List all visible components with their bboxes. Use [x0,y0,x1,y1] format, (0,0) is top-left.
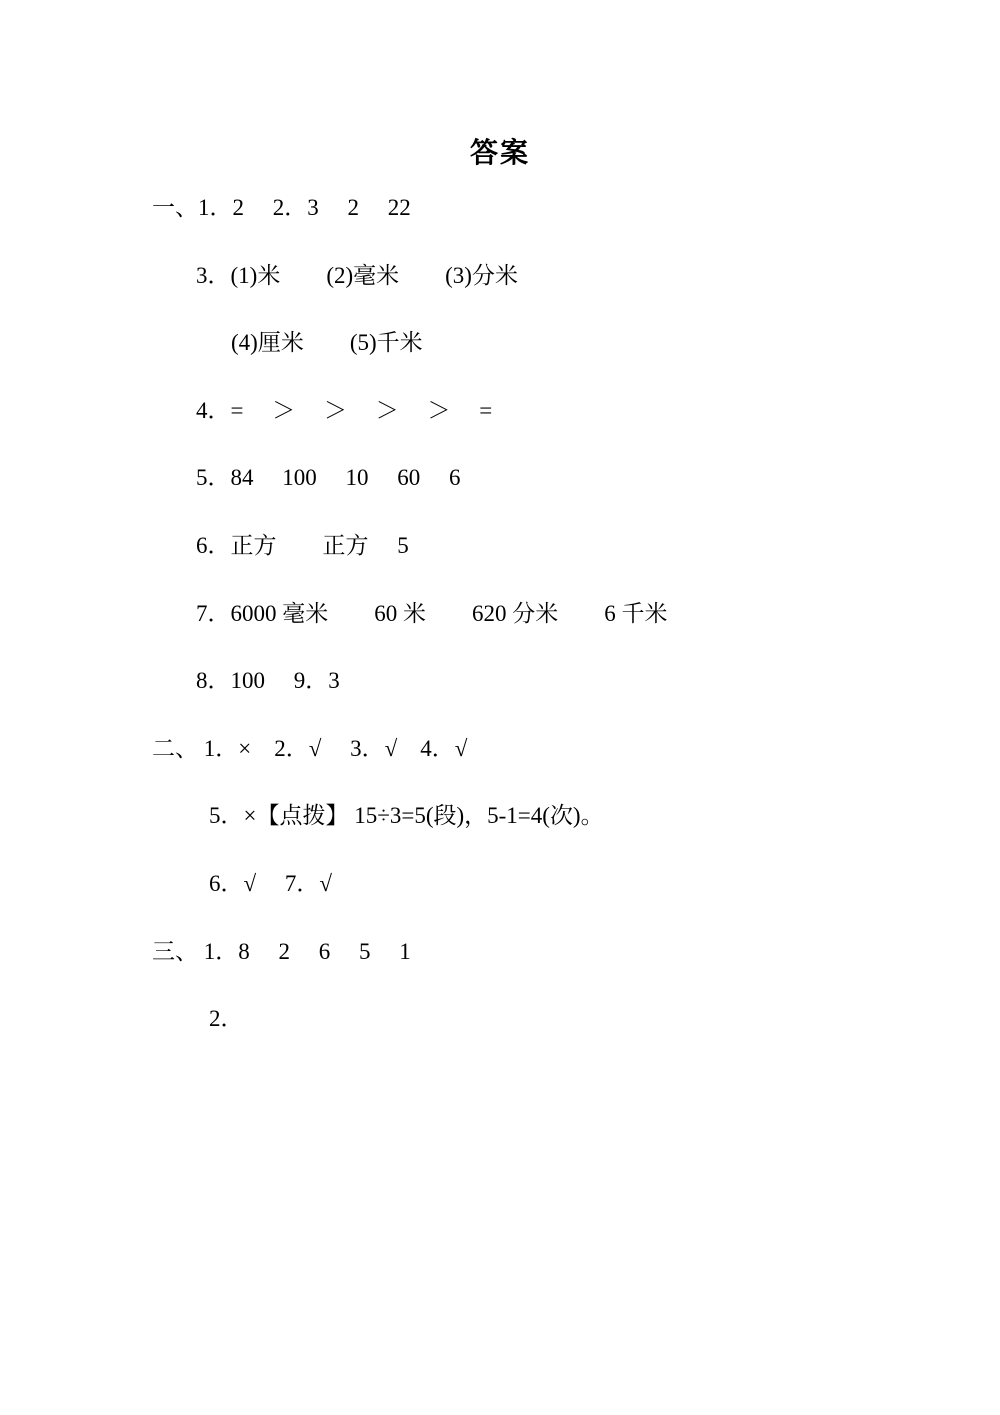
section-one-header-line: 一、1．2 2．3 2 22 [152,195,411,220]
answer-line-q6: 6．正方 正方 5 [196,532,409,558]
answer-line-sec2-q5: 5．×【点拨】 15÷3=5(段)，5-1=4(次)。 [209,803,604,829]
page-title: 答案 [469,138,530,169]
section-two-header-line: 二、 1．× 2．√ 3．√ 4．√ [152,735,468,761]
answer-line-q3-continued: (4)厘米 (5)千米 [231,330,423,356]
answer-line-q5: 5．84 100 10 60 6 [196,465,461,491]
answer-line-q8-q9: 8．100 9．3 [196,668,340,694]
answer-line-q3: 3．(1)米 (2)毫米 (3)分米 [196,262,518,288]
answer-line-q4: 4．= ＞ ＞ ＞ ＞ = [196,397,493,423]
answer-lines [0,174,1000,1053]
section-three-header-line: 三、 1．8 2 6 5 1 [152,938,411,964]
answer-line-q7: 7．6000 毫米 60 米 620 分米 6 千米 [196,600,668,626]
answer-line-sec2-q6-q7: 6．√ 7．√ [209,870,332,896]
answer-line-sec3-q2: 2． [209,1006,244,1032]
